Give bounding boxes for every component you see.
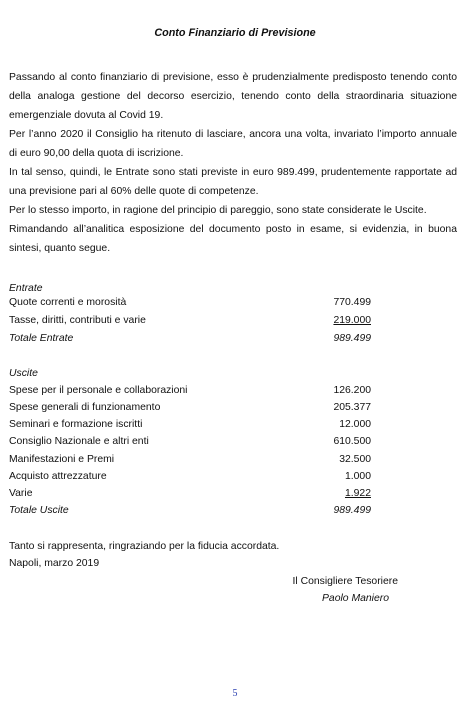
uscite-total-row	[9, 505, 371, 521]
paragraph-intro: Passando al conto finanziario di previsione, esso è prudenzialmente predisposto tenendo conto della analoga gestione del decorso esercizio, tenendo conto della straordinaria situazione emergenziale dovuta al Covid 19.	[9, 72, 457, 121]
row-value: 12.000	[339, 419, 371, 430]
paragraph-entrate: In tal senso, quindi, le Entrate sono stati previste in euro 989.499, prudentemente rapportate ad una previsione pari al 60% delle quote di competenze.	[9, 167, 457, 197]
row-value: 610.500	[333, 436, 371, 447]
uscite-row	[9, 402, 371, 418]
row-label: Seminari e formazione iscritti	[9, 419, 143, 430]
row-label: Tasse, diritti, contributi e varie	[9, 315, 146, 326]
uscite-heading: Uscite	[9, 368, 38, 379]
entrate-row	[9, 297, 371, 313]
row-label: Varie	[9, 488, 33, 499]
page-number: 5	[232, 688, 238, 699]
row-value: 32.500	[339, 454, 371, 465]
uscite-row	[9, 454, 371, 470]
row-value: 126.200	[333, 385, 371, 396]
total-value: 989.499	[333, 505, 371, 516]
row-value: 770.499	[333, 297, 371, 308]
row-label: Consiglio Nazionale e altri enti	[9, 436, 149, 447]
uscite-row	[9, 436, 371, 452]
total-label: Totale Uscite	[9, 505, 69, 516]
row-label: Manifestazioni e Premi	[9, 454, 115, 465]
total-value: 989.499	[333, 333, 371, 344]
document-title: Conto Finanziario di Previsione	[154, 27, 316, 39]
row-value: 205.377	[333, 402, 371, 413]
total-label: Totale Entrate	[9, 333, 74, 344]
row-value: 1.000	[344, 471, 371, 482]
signer-role: Il Consigliere Tesoriere	[292, 576, 398, 587]
row-value: 219.000	[333, 315, 371, 326]
paragraph-quota: Per l’anno 2020 il Consiglio ha ritenuto di lasciare, ancora una volta, invariato l’importo annuale di euro 90,00 della quota di iscrizione.	[9, 129, 457, 159]
entrate-total-row	[9, 333, 371, 349]
row-label: Quote correnti e morosità	[9, 297, 127, 308]
paragraph-uscite: Per lo stesso importo, in ragione del principio di pareggio, sono state considerate le Uscite.	[9, 205, 427, 216]
uscite-row	[9, 419, 371, 435]
entrate-heading: Entrate	[9, 283, 43, 294]
row-label: Acquisto attrezzature	[9, 471, 107, 482]
place-date: Napoli, marzo 2019	[9, 558, 100, 569]
row-label: Spese generali di funzionamento	[9, 402, 161, 413]
uscite-row	[9, 385, 371, 401]
signer-name: Paolo Maniero	[322, 593, 390, 604]
entrate-row	[9, 315, 371, 331]
uscite-row	[9, 471, 371, 487]
row-label: Spese per il personale e collaborazioni	[9, 385, 188, 396]
uscite-row	[9, 488, 371, 504]
row-value: 1.922	[344, 488, 371, 499]
paragraph-sintesi: Rimandando all’analitica esposizione del documento posto in esame, si evidenzia, in buona sintesi, quanto segue.	[9, 224, 457, 254]
closing-thanks: Tanto si rappresenta, ringraziando per la fiducia accordata.	[9, 541, 280, 552]
